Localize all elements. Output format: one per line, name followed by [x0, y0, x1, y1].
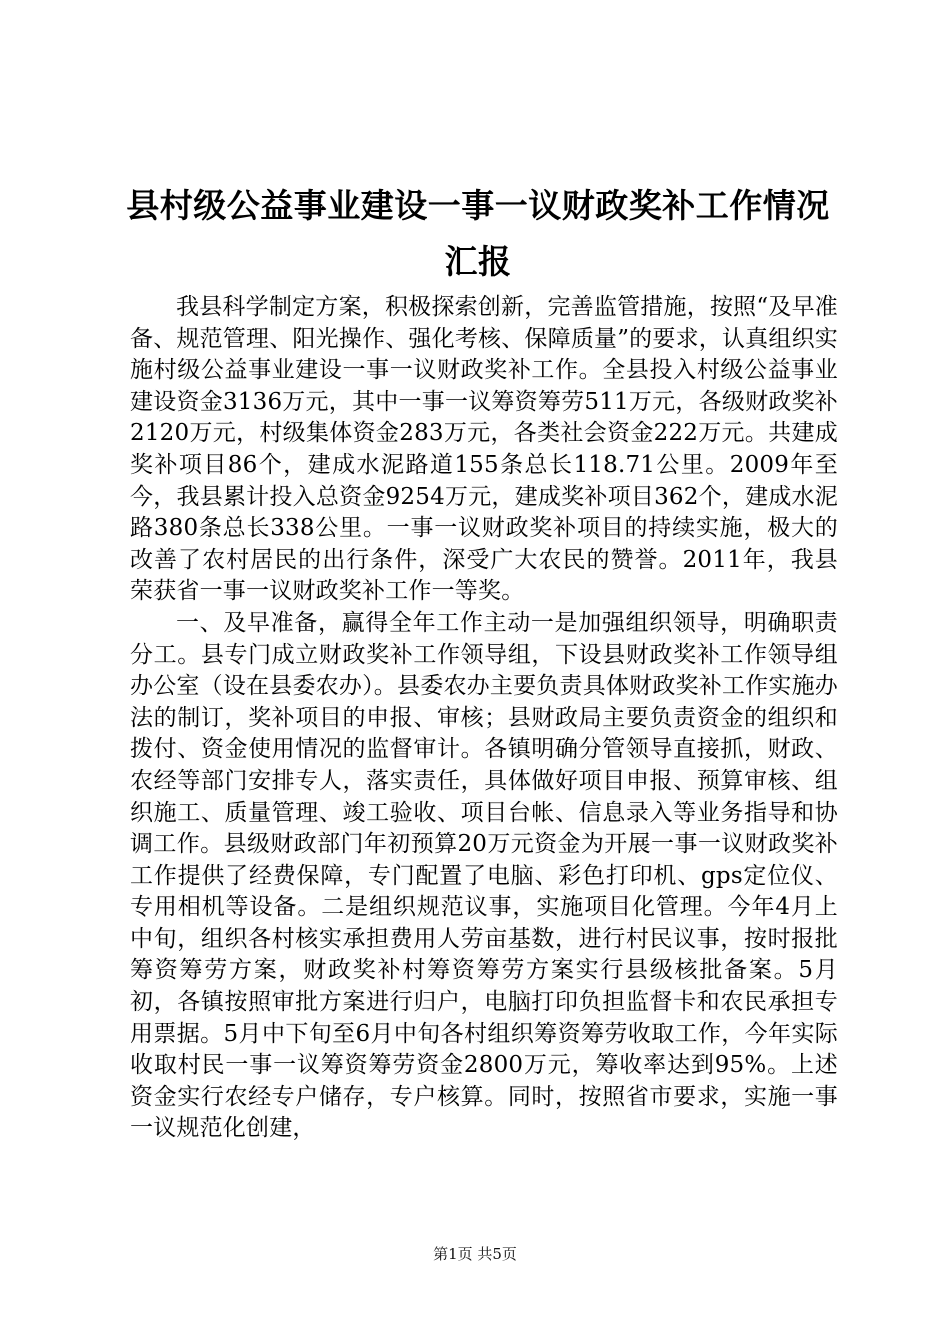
document-body — [130, 292, 838, 1145]
page-number-footer: 第1页 共5页 — [433, 1245, 517, 1263]
document-title: 县村级公益事业建设一事一议财政奖补工作情况汇报 — [126, 186, 830, 281]
paragraph-intro: 我县科学制定方案，积极探索创新，完善监管措施，按照“及早准备、规范管理、阳光操作、强化考核、保障质量”的要求，认真组织实施村级公益事业建设一事一议财政奖补工作。全县投入村级公益事业建设资金3136万元，其中一事一议筹资筹劳511万元，各级财政奖补2120万元，村级集体资金283万元，各类社会资金222万元。共建成奖补项目86个，建成水泥路道155条总长118.71公里。2009年至今，我县累计投入总资金9254万元，建成奖补项目362个，建成水泥路380条总长338公里。一事一议财政奖补项目的持续实施，极大的改善了农村居民的出行条件，深受广大农民的赞誉。2011年，我县荣获省一事一议财政奖补工作一等奖。 — [130, 294, 838, 605]
paragraph-section-one: 一、及早准备，赢得全年工作主动一是加强组织领导，明确职责分工。县专门成立财政奖补工作领导组，下设县财政奖补工作领导组办公室（设在县委农办）。县委农办主要负责具体财政奖补工作实施办法的制订，奖补项目的申报、审核；县财政局主要负责资金的组织和拨付、资金使用情况的监督审计。各镇明确分管领导直接抓，财政、农经等部门安排专人，落实责任，具体做好项目申报、预算审核、组织施工、质量管理、竣工验收、项目台帐、信息录入等业务指导和协调工作。县级财政部门年初预算20万元资金为开展一事一议财政奖补工作提供了经费保障，专门配置了电脑、彩色打印机、gps定位仪、专用相机等设备。二是组织规范议事，实施项目化管理。今年4月上中旬，组织各村核实承担费用人劳亩基数，进行村民议事，按时报批筹资筹劳方案，财政奖补村筹资筹劳方案实行县级核批备案。5月初，各镇按照审批方案进行归户，电脑打印负担监督卡和农民承担专用票据。5月中下旬至6月中旬各村组织筹资筹劳收取工作，今年实际收取村民一事一议筹资筹劳资金2800万元，筹收率达到95%。上述资金实行农经专户储存，专户核算。同时，按照省市要求，实施一事一议规范化创建， — [130, 609, 838, 1142]
